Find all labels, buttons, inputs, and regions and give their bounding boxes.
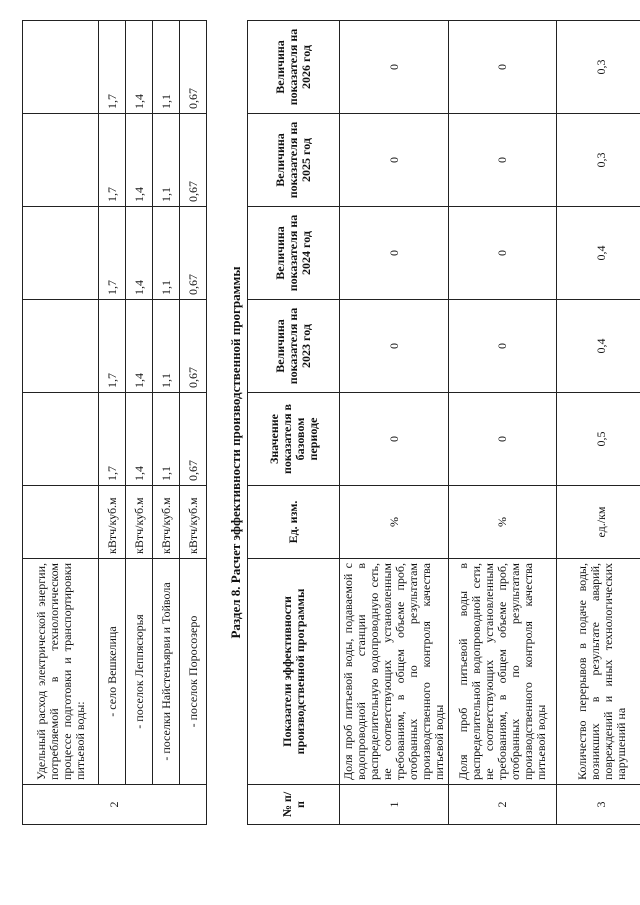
unit-cell: %: [449, 486, 557, 559]
header-base: Значение показателя в базовом периоде: [248, 393, 340, 486]
value-2024: 0: [449, 207, 557, 300]
upper-table: [22, 20, 207, 825]
location-name: - поселок Поросозеро: [180, 559, 207, 785]
value-base: 0,67: [180, 393, 207, 486]
unit-cell: ед./км: [557, 486, 640, 559]
value-2025: 0: [449, 114, 557, 207]
row-number: 3: [557, 785, 640, 825]
value-2024: 1,4: [126, 207, 153, 300]
table-row: [180, 21, 207, 825]
unit-cell: %: [340, 486, 449, 559]
value-2026: 0,3: [557, 21, 640, 114]
table-row: [557, 21, 640, 825]
header-2024: Величина показателя на 2024 год: [248, 207, 340, 300]
value-2025: 1,7: [99, 114, 126, 207]
header-unit: Ед. изм.: [248, 486, 340, 559]
value-2024: 0,67: [180, 207, 207, 300]
indicator-name: Количество перерывов в подаче воды, возникших в результате аварий, повреждений и иных технологических нарушений на: [557, 559, 640, 785]
value-2024: 1,7: [99, 207, 126, 300]
value-base: 0,5: [557, 393, 640, 486]
header-2025: Величина показателя на 2025 год: [248, 114, 340, 207]
unit-cell: кВтч/куб.м: [99, 486, 126, 559]
value-2023: 1,4: [126, 300, 153, 393]
row-number: 2: [23, 785, 207, 825]
value-2024: 1,1: [153, 207, 180, 300]
header-num: № п/п: [248, 785, 340, 825]
header-2026: Величина показателя на 2026 год: [248, 21, 340, 114]
value-2023: 1,1: [153, 300, 180, 393]
value-2023: 0: [449, 300, 557, 393]
value-2026: 1,1: [153, 21, 180, 114]
location-name: - село Вешкелица: [99, 559, 126, 785]
value-2023: 1,7: [99, 300, 126, 393]
unit-cell: кВтч/куб.м: [153, 486, 180, 559]
header-2023: Величина показателя на 2023 год: [248, 300, 340, 393]
value-2026: 1,7: [99, 21, 126, 114]
value-base: 0: [340, 393, 449, 486]
value-2025: 1,1: [153, 114, 180, 207]
value-2026: 0: [340, 21, 449, 114]
unit-cell: кВтч/куб.м: [126, 486, 153, 559]
value-base: 1,1: [153, 393, 180, 486]
value-2025: 0,3: [557, 114, 640, 207]
value-2023: 0: [340, 300, 449, 393]
header-name: Показатели эффективности производственной программы: [248, 559, 340, 785]
indicator-name: Удельный расход электрической энергии, потребляемой в технологическом процессе подготовки и транспортировки питьевой воды:: [23, 559, 99, 785]
table-row: [340, 21, 449, 825]
table-row: [99, 21, 126, 825]
table-row: [126, 21, 153, 825]
unit-cell: кВтч/куб.м: [180, 486, 207, 559]
value-2025: 1,4: [126, 114, 153, 207]
table-row: [23, 21, 99, 825]
location-name: - поселок Леппясюрья: [126, 559, 153, 785]
row-number: 2: [449, 785, 557, 825]
value-2024: 0: [340, 207, 449, 300]
value-2026: 0,67: [180, 21, 207, 114]
value-2023: 0,4: [557, 300, 640, 393]
indicator-name: Доля проб питьевой воды, подаваемой с водопроводной станции в распределительную водопроводную сеть, не соответствующих установленным требованиям, в общем объеме проб, отобранных по результатам производственного контроля качества питьевой воды: [340, 559, 449, 785]
location-name: - поселки Найстенъярви и Тойвола: [153, 559, 180, 785]
value-base: 1,7: [99, 393, 126, 486]
value-2025: 0: [340, 114, 449, 207]
table-row: [153, 21, 180, 825]
table-row: [449, 21, 557, 825]
value-2025: 0,67: [180, 114, 207, 207]
value-2023: 0,67: [180, 300, 207, 393]
efficiency-table: [247, 20, 640, 825]
value-2026: 1,4: [126, 21, 153, 114]
indicator-name: Доля проб питьевой воды в распределительной водопроводной сети, не соответствующих установленным требованиям, в общем объеме проб, отобранных по результатам производственного контроля качества питьевой воды: [449, 559, 557, 785]
value-2026: 0: [449, 21, 557, 114]
row-number: 1: [340, 785, 449, 825]
value-base: 0: [449, 393, 557, 486]
header-row: [248, 21, 340, 825]
value-2024: 0,4: [557, 207, 640, 300]
value-base: 1,4: [126, 393, 153, 486]
section-title: Раздел 8. Расчет эффективности производственной программы: [228, 266, 243, 639]
